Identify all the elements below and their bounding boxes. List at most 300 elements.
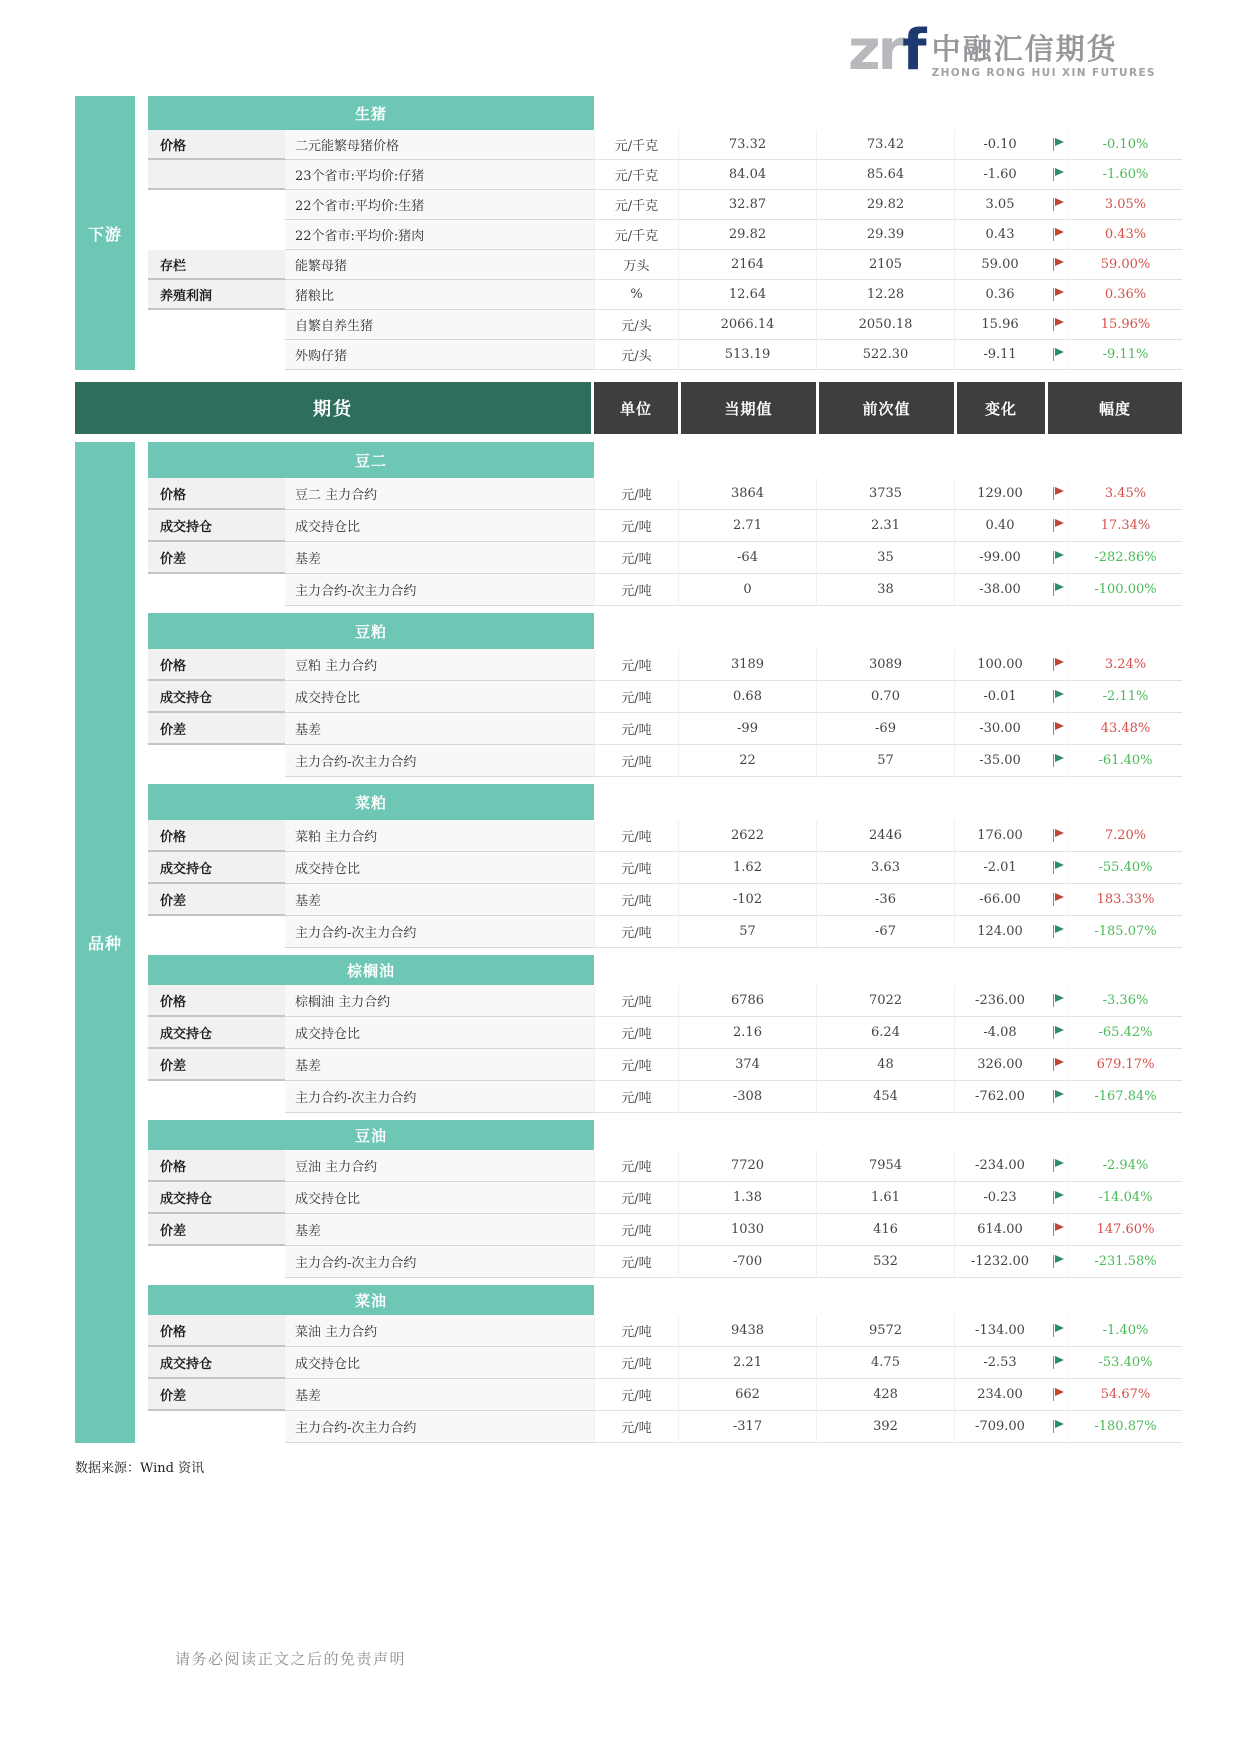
- row-category: [148, 1081, 285, 1113]
- table-row: [148, 1182, 1182, 1214]
- table-row: [148, 1379, 1182, 1411]
- table-row: [148, 310, 1182, 340]
- up-flag-icon: [1050, 287, 1064, 302]
- row-unit: 元/千克: [594, 190, 678, 220]
- soyoil-rows: [148, 1150, 1182, 1278]
- row-category: [148, 160, 285, 190]
- row-change-value: -234.00: [954, 1150, 1045, 1182]
- column-header-unit: 单位: [594, 382, 678, 434]
- row-current-value: 1.38: [678, 1182, 816, 1214]
- row-category: 成交持仓: [148, 1182, 285, 1214]
- row-previous-value: 0.70: [816, 681, 954, 713]
- row-indicator-name: 成交持仓比: [285, 1017, 594, 1049]
- down-flag-icon: [1050, 1323, 1064, 1338]
- row-category: 价差: [148, 1049, 285, 1081]
- table-row: [148, 1049, 1182, 1081]
- table-row: [148, 681, 1182, 713]
- row-category: [148, 310, 285, 340]
- row-previous-value: 416: [816, 1214, 954, 1246]
- row-previous-value: 2105: [816, 250, 954, 280]
- flag-cell: [1045, 985, 1068, 1017]
- row-current-value: 2066.14: [678, 310, 816, 340]
- downstream-section: [75, 96, 1182, 370]
- flag-cell: [1045, 130, 1068, 160]
- row-change-value: 234.00: [954, 1379, 1045, 1411]
- row-previous-value: 3735: [816, 478, 954, 510]
- down-flag-icon: [1050, 1419, 1064, 1434]
- row-previous-value: 392: [816, 1411, 954, 1443]
- row-change-value: -4.08: [954, 1017, 1045, 1049]
- row-indicator-name: 棕榈油 主力合约: [285, 985, 594, 1017]
- row-change-value: 614.00: [954, 1214, 1045, 1246]
- row-current-value: 84.04: [678, 160, 816, 190]
- downstream-content: [148, 96, 1182, 370]
- row-unit: 元/千克: [594, 130, 678, 160]
- row-change-percent: 679.17%: [1068, 1049, 1182, 1081]
- section-palmoil: [148, 955, 1182, 1113]
- flag-cell: [1045, 1246, 1068, 1278]
- flag-cell: [1045, 190, 1068, 220]
- row-change-percent: 3.24%: [1068, 649, 1182, 681]
- row-previous-value: 73.42: [816, 130, 954, 160]
- row-previous-value: 4.75: [816, 1347, 954, 1379]
- flag-cell: [1045, 510, 1068, 542]
- row-change-percent: -0.10%: [1068, 130, 1182, 160]
- row-change-value: 0.36: [954, 280, 1045, 310]
- report-table: [75, 96, 1182, 1476]
- flag-cell: [1045, 1150, 1068, 1182]
- row-change-percent: -55.40%: [1068, 852, 1182, 884]
- row-category: [148, 1411, 285, 1443]
- row-unit: 元/千克: [594, 160, 678, 190]
- row-current-value: 662: [678, 1379, 816, 1411]
- table-row: [148, 1411, 1182, 1443]
- row-indicator-name: 基差: [285, 1049, 594, 1081]
- row-unit: 元/吨: [594, 681, 678, 713]
- row-category: [148, 190, 285, 220]
- table-row: [148, 130, 1182, 160]
- down-flag-icon: [1050, 137, 1064, 152]
- down-flag-icon: [1050, 1158, 1064, 1173]
- row-unit: 元/吨: [594, 985, 678, 1017]
- table-row: [148, 820, 1182, 852]
- row-indicator-name: 成交持仓比: [285, 681, 594, 713]
- row-change-percent: 7.20%: [1068, 820, 1182, 852]
- row-change-percent: -231.58%: [1068, 1246, 1182, 1278]
- row-indicator-name: 二元能繁母猪价格: [285, 130, 594, 160]
- table-row: [148, 280, 1182, 310]
- row-indicator-name: 23个省市:平均价:仔猪: [285, 160, 594, 190]
- table-row: [148, 985, 1182, 1017]
- row-category: [148, 916, 285, 948]
- row-change-value: 176.00: [954, 820, 1045, 852]
- row-category: 价差: [148, 1379, 285, 1411]
- row-category: 价差: [148, 884, 285, 916]
- soybean2-rows: [148, 478, 1182, 606]
- down-flag-icon: [1050, 1355, 1064, 1370]
- flag-cell: [1045, 1017, 1068, 1049]
- row-previous-value: -67: [816, 916, 954, 948]
- row-unit: %: [594, 280, 678, 310]
- row-indicator-name: 基差: [285, 1214, 594, 1246]
- row-change-value: 0.40: [954, 510, 1045, 542]
- row-indicator-name: 基差: [285, 713, 594, 745]
- row-category: [148, 340, 285, 370]
- row-change-percent: -3.36%: [1068, 985, 1182, 1017]
- flag-cell: [1045, 1379, 1068, 1411]
- up-flag-icon: [1050, 892, 1064, 907]
- table-row: [148, 852, 1182, 884]
- row-change-value: -134.00: [954, 1315, 1045, 1347]
- section-header-soybean2: 豆二: [148, 442, 594, 478]
- row-previous-value: 3.63: [816, 852, 954, 884]
- row-change-value: 129.00: [954, 478, 1045, 510]
- row-unit: 元/吨: [594, 820, 678, 852]
- row-unit: 元/吨: [594, 1182, 678, 1214]
- row-indicator-name: 猪粮比: [285, 280, 594, 310]
- downstream-rows: [148, 130, 1182, 370]
- row-current-value: 22: [678, 745, 816, 777]
- row-indicator-name: 主力合约-次主力合约: [285, 574, 594, 606]
- row-current-value: 2.16: [678, 1017, 816, 1049]
- table-row: [148, 884, 1182, 916]
- row-previous-value: 2446: [816, 820, 954, 852]
- row-change-value: -762.00: [954, 1081, 1045, 1113]
- row-unit: 元/吨: [594, 1214, 678, 1246]
- row-current-value: 2.71: [678, 510, 816, 542]
- row-previous-value: 12.28: [816, 280, 954, 310]
- row-indicator-name: 主力合约-次主力合约: [285, 916, 594, 948]
- row-category: 价格: [148, 1150, 285, 1182]
- row-change-percent: 183.33%: [1068, 884, 1182, 916]
- row-current-value: 374: [678, 1049, 816, 1081]
- row-unit: 元/吨: [594, 745, 678, 777]
- row-previous-value: 2.31: [816, 510, 954, 542]
- row-previous-value: 3089: [816, 649, 954, 681]
- flag-cell: [1045, 280, 1068, 310]
- row-indicator-name: 基差: [285, 884, 594, 916]
- table-row: [148, 1214, 1182, 1246]
- table-row: [148, 745, 1182, 777]
- row-previous-value: 38: [816, 574, 954, 606]
- section-header-palmoil: 棕榈油: [148, 955, 594, 985]
- row-previous-value: 57: [816, 745, 954, 777]
- row-previous-value: 6.24: [816, 1017, 954, 1049]
- row-change-percent: -1.60%: [1068, 160, 1182, 190]
- row-category: 价差: [148, 542, 285, 574]
- row-indicator-name: 豆粕 主力合约: [285, 649, 594, 681]
- row-category: 价差: [148, 1214, 285, 1246]
- row-previous-value: 454: [816, 1081, 954, 1113]
- column-header-percent: 幅度: [1048, 382, 1182, 434]
- flag-cell: [1045, 1411, 1068, 1443]
- logo-zrf-mark: [848, 18, 924, 83]
- row-category: 价差: [148, 713, 285, 745]
- row-indicator-name: 主力合约-次主力合约: [285, 1246, 594, 1278]
- row-change-value: 3.05: [954, 190, 1045, 220]
- flag-cell: [1045, 820, 1068, 852]
- row-change-value: 59.00: [954, 250, 1045, 280]
- flag-cell: [1045, 916, 1068, 948]
- row-current-value: 1030: [678, 1214, 816, 1246]
- row-category: 存栏: [148, 250, 285, 280]
- flag-cell: [1045, 340, 1068, 370]
- row-change-percent: -53.40%: [1068, 1347, 1182, 1379]
- row-current-value: 0: [678, 574, 816, 606]
- row-indicator-name: 22个省市:平均价:猪肉: [285, 220, 594, 250]
- row-unit: 元/吨: [594, 1017, 678, 1049]
- up-flag-icon: [1050, 1222, 1064, 1237]
- table-row: [148, 1150, 1182, 1182]
- row-previous-value: -69: [816, 713, 954, 745]
- futures-title: 期货: [75, 382, 591, 434]
- row-indicator-name: 外购仔猪: [285, 340, 594, 370]
- table-row: [148, 574, 1182, 606]
- row-category: 价格: [148, 478, 285, 510]
- row-unit: 元/吨: [594, 478, 678, 510]
- row-change-percent: 15.96%: [1068, 310, 1182, 340]
- row-current-value: 29.82: [678, 220, 816, 250]
- row-previous-value: 35: [816, 542, 954, 574]
- row-category: 成交持仓: [148, 852, 285, 884]
- row-change-percent: 3.45%: [1068, 478, 1182, 510]
- table-row: [148, 916, 1182, 948]
- row-unit: 元/吨: [594, 1315, 678, 1347]
- data-source-note: 数据来源：Wind 资讯: [75, 1461, 205, 1476]
- flag-cell: [1045, 1081, 1068, 1113]
- row-indicator-name: 豆油 主力合约: [285, 1150, 594, 1182]
- row-previous-value: 1.61: [816, 1182, 954, 1214]
- row-unit: 元/吨: [594, 713, 678, 745]
- row-category: 成交持仓: [148, 1347, 285, 1379]
- row-change-percent: -61.40%: [1068, 745, 1182, 777]
- row-change-percent: 54.67%: [1068, 1379, 1182, 1411]
- row-change-percent: -180.87%: [1068, 1411, 1182, 1443]
- table-row: [148, 510, 1182, 542]
- flag-cell: [1045, 1214, 1068, 1246]
- table-row: [148, 1246, 1182, 1278]
- down-flag-icon: [1050, 347, 1064, 362]
- row-unit: 元/吨: [594, 916, 678, 948]
- row-indicator-name: 22个省市:平均价:生猪: [285, 190, 594, 220]
- row-category: [148, 1246, 285, 1278]
- down-flag-icon: [1050, 1254, 1064, 1269]
- section-header-rapeoil: 菜油: [148, 1285, 594, 1315]
- row-indicator-name: 基差: [285, 1379, 594, 1411]
- row-previous-value: -36: [816, 884, 954, 916]
- row-change-value: -66.00: [954, 884, 1045, 916]
- futures-header-row: [75, 382, 1182, 434]
- up-flag-icon: [1050, 657, 1064, 672]
- flag-cell: [1045, 884, 1068, 916]
- column-header-previous: 前次值: [819, 382, 954, 434]
- row-category: 价格: [148, 1315, 285, 1347]
- row-indicator-name: 成交持仓比: [285, 510, 594, 542]
- section-soyoil: [148, 1120, 1182, 1278]
- row-current-value: 57: [678, 916, 816, 948]
- section-rapemeal: [148, 784, 1182, 948]
- row-change-percent: -65.42%: [1068, 1017, 1182, 1049]
- down-flag-icon: [1050, 993, 1064, 1008]
- row-change-value: -9.11: [954, 340, 1045, 370]
- row-change-value: -0.01: [954, 681, 1045, 713]
- up-flag-icon: [1050, 257, 1064, 272]
- column-header-current: 当期值: [681, 382, 816, 434]
- row-current-value: -317: [678, 1411, 816, 1443]
- row-previous-value: 7022: [816, 985, 954, 1017]
- up-flag-icon: [1050, 486, 1064, 501]
- row-change-value: 0.43: [954, 220, 1045, 250]
- row-change-percent: 0.43%: [1068, 220, 1182, 250]
- row-change-value: -99.00: [954, 542, 1045, 574]
- row-current-value: 2622: [678, 820, 816, 852]
- row-current-value: 0.68: [678, 681, 816, 713]
- row-unit: 元/吨: [594, 1246, 678, 1278]
- row-change-value: -1.60: [954, 160, 1045, 190]
- section-header-rapemeal: 菜粕: [148, 784, 594, 820]
- row-indicator-name: 成交持仓比: [285, 852, 594, 884]
- row-change-value: 100.00: [954, 649, 1045, 681]
- row-unit: 元/吨: [594, 852, 678, 884]
- row-current-value: -99: [678, 713, 816, 745]
- down-flag-icon: [1050, 1025, 1064, 1040]
- row-indicator-name: 菜油 主力合约: [285, 1315, 594, 1347]
- section-header-soyoil: 豆油: [148, 1120, 594, 1150]
- row-previous-value: 2050.18: [816, 310, 954, 340]
- section-header-soymeal: 豆粕: [148, 613, 594, 649]
- row-unit: 元/吨: [594, 1081, 678, 1113]
- row-change-value: -30.00: [954, 713, 1045, 745]
- row-current-value: -700: [678, 1246, 816, 1278]
- down-flag-icon: [1050, 582, 1064, 597]
- row-change-percent: 3.05%: [1068, 190, 1182, 220]
- up-flag-icon: [1050, 197, 1064, 212]
- row-current-value: 2164: [678, 250, 816, 280]
- row-change-percent: -1.40%: [1068, 1315, 1182, 1347]
- row-current-value: 513.19: [678, 340, 816, 370]
- company-name-cn: 中融汇信期货: [931, 32, 1118, 66]
- row-indicator-name: 主力合约-次主力合约: [285, 1081, 594, 1113]
- table-row: [148, 1017, 1182, 1049]
- table-row: [148, 190, 1182, 220]
- row-previous-value: 29.39: [816, 220, 954, 250]
- row-current-value: 2.21: [678, 1347, 816, 1379]
- row-change-percent: -2.11%: [1068, 681, 1182, 713]
- row-category: 成交持仓: [148, 681, 285, 713]
- row-change-value: -0.10: [954, 130, 1045, 160]
- varieties-section: [75, 442, 1182, 1443]
- up-flag-icon: [1050, 1057, 1064, 1072]
- row-change-value: -2.01: [954, 852, 1045, 884]
- row-indicator-name: 基差: [285, 542, 594, 574]
- palmoil-rows: [148, 985, 1182, 1113]
- row-change-value: 15.96: [954, 310, 1045, 340]
- row-indicator-name: 主力合约-次主力合约: [285, 1411, 594, 1443]
- row-change-value: 326.00: [954, 1049, 1045, 1081]
- logo-f-letter: f: [902, 18, 924, 83]
- row-change-value: 124.00: [954, 916, 1045, 948]
- row-change-value: -236.00: [954, 985, 1045, 1017]
- flag-cell: [1045, 1347, 1068, 1379]
- row-unit: 元/吨: [594, 510, 678, 542]
- row-unit: 元/头: [594, 340, 678, 370]
- down-flag-icon: [1050, 860, 1064, 875]
- row-current-value: 9438: [678, 1315, 816, 1347]
- row-change-percent: -282.86%: [1068, 542, 1182, 574]
- table-row: [148, 340, 1182, 370]
- flag-cell: [1045, 220, 1068, 250]
- row-change-percent: -14.04%: [1068, 1182, 1182, 1214]
- row-indicator-name: 主力合约-次主力合约: [285, 745, 594, 777]
- flag-cell: [1045, 250, 1068, 280]
- row-current-value: -308: [678, 1081, 816, 1113]
- flag-cell: [1045, 1315, 1068, 1347]
- row-previous-value: 7954: [816, 1150, 954, 1182]
- up-flag-icon: [1050, 518, 1064, 533]
- down-flag-icon: [1050, 689, 1064, 704]
- row-current-value: 73.32: [678, 130, 816, 160]
- down-flag-icon: [1050, 1190, 1064, 1205]
- table-row: [148, 220, 1182, 250]
- row-category: 成交持仓: [148, 510, 285, 542]
- down-flag-icon: [1050, 1089, 1064, 1104]
- row-change-percent: -100.00%: [1068, 574, 1182, 606]
- row-change-percent: -9.11%: [1068, 340, 1182, 370]
- row-unit: 元/吨: [594, 1150, 678, 1182]
- down-flag-icon: [1050, 753, 1064, 768]
- row-indicator-name: 成交持仓比: [285, 1347, 594, 1379]
- down-flag-icon: [1050, 167, 1064, 182]
- row-change-value: -38.00: [954, 574, 1045, 606]
- up-flag-icon: [1050, 828, 1064, 843]
- row-indicator-name: 豆二 主力合约: [285, 478, 594, 510]
- row-previous-value: 9572: [816, 1315, 954, 1347]
- row-indicator-name: 自繁自养生猪: [285, 310, 594, 340]
- row-unit: 元/吨: [594, 1049, 678, 1081]
- flag-cell: [1045, 542, 1068, 574]
- row-change-percent: 43.48%: [1068, 713, 1182, 745]
- up-flag-icon: [1050, 721, 1064, 736]
- row-change-value: -1232.00: [954, 1246, 1045, 1278]
- row-change-percent: 147.60%: [1068, 1214, 1182, 1246]
- row-change-value: -0.23: [954, 1182, 1045, 1214]
- row-change-value: -709.00: [954, 1411, 1045, 1443]
- up-flag-icon: [1050, 227, 1064, 242]
- table-row: [148, 478, 1182, 510]
- down-flag-icon: [1050, 550, 1064, 565]
- row-current-value: 32.87: [678, 190, 816, 220]
- down-flag-icon: [1050, 924, 1064, 939]
- row-change-value: -35.00: [954, 745, 1045, 777]
- row-change-percent: -2.94%: [1068, 1150, 1182, 1182]
- logo-zr-letters: zr: [848, 18, 903, 83]
- section-rapeoil: [148, 1285, 1182, 1443]
- row-current-value: 6786: [678, 985, 816, 1017]
- row-unit: 万头: [594, 250, 678, 280]
- flag-cell: [1045, 1049, 1068, 1081]
- rapemeal-rows: [148, 820, 1182, 948]
- flag-cell: [1045, 478, 1068, 510]
- row-category: 价格: [148, 649, 285, 681]
- row-previous-value: 85.64: [816, 160, 954, 190]
- row-previous-value: 29.82: [816, 190, 954, 220]
- table-row: [148, 542, 1182, 574]
- row-unit: 元/吨: [594, 884, 678, 916]
- flag-cell: [1045, 160, 1068, 190]
- row-unit: 元/吨: [594, 1347, 678, 1379]
- row-current-value: 7720: [678, 1150, 816, 1182]
- row-previous-value: 532: [816, 1246, 954, 1278]
